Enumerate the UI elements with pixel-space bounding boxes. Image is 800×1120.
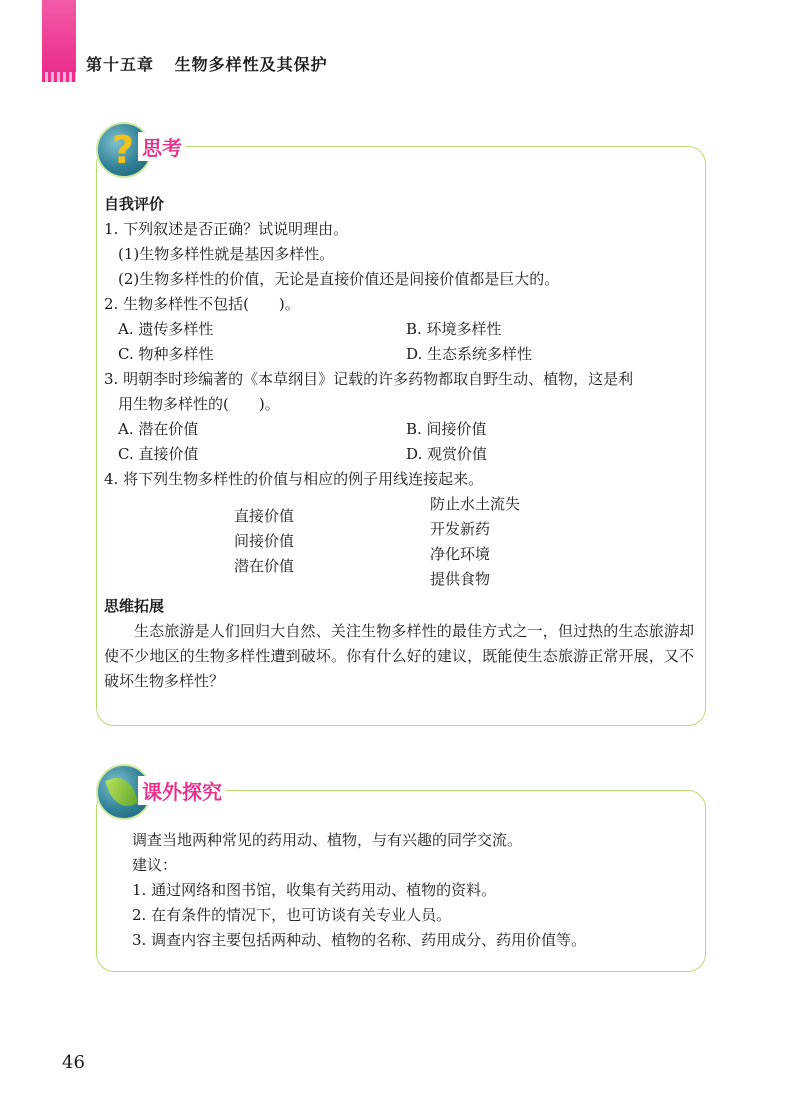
q3-option-b: B. 间接价值	[406, 420, 487, 438]
chapter-tab-decoration	[42, 0, 76, 72]
q2-option-c: C. 物种多样性	[118, 345, 214, 363]
self-eval-heading: 自我评价	[104, 195, 165, 213]
explore-title: 课外探究	[138, 776, 226, 805]
page-header	[86, 52, 342, 75]
q3-stem-line1: 3. 明朝李时珍编著的《本草纲目》记载的许多药物都取自野生动、植物，这是利	[104, 370, 634, 388]
q3-options-row1	[104, 417, 694, 442]
q4-stem: 4. 将下列生物多样性的价值与相应的例子用线连接起来。	[104, 470, 484, 488]
explore-intro: 调查当地两种常见的药用动、植物，与有兴趣的同学交流。	[132, 831, 523, 849]
explore-item: 1. 通过网络和图书馆，收集有关药用动、植物的资料。	[132, 881, 497, 899]
explore-suggest: 建议：	[132, 856, 178, 874]
page-number: 46	[62, 1052, 85, 1073]
q4-left-item: 直接价值	[234, 507, 295, 525]
q4-right-item: 净化环境	[430, 545, 491, 563]
q4-left-item: 间接价值	[234, 532, 295, 550]
extend-heading: 思维拓展	[104, 597, 165, 615]
q4-matching	[104, 492, 694, 592]
q3-option-c: C. 直接价值	[118, 445, 199, 463]
q2-option-b: B. 环境多样性	[406, 320, 502, 338]
q4-right-item: 开发新药	[430, 520, 491, 538]
q4-right-item: 防止水土流失	[430, 495, 521, 513]
explore-item: 2. 在有条件的情况下，也可访谈有关专业人员。	[132, 906, 452, 924]
q2-option-a: A. 遗传多样性	[118, 320, 214, 338]
explore-item: 3. 调查内容主要包括两种动、植物的名称、药用成分、药用价值等。	[132, 931, 587, 949]
q2-options-row2	[104, 342, 694, 367]
explore-content	[118, 828, 688, 953]
q3-option-a: A. 潜在价值	[118, 420, 199, 438]
q4-right-item: 提供食物	[430, 570, 491, 588]
q1-a: (1)生物多样性就是基因多样性。	[118, 245, 335, 263]
q2-options-row1	[104, 317, 694, 342]
extend-text: 生态旅游是人们回归大自然、关注生物多样性的最佳方式之一，但过热的生态旅游却使不少地区的生物多样性遭到破坏。你有什么好的建议，既能使生态旅游正常开展，又不破坏生物多样性？	[104, 622, 694, 690]
think-title: 思考	[138, 132, 186, 161]
q4-left-column	[234, 492, 430, 592]
q2-option-d: D. 生态系统多样性	[406, 345, 533, 363]
chapter-number: 第十五章	[86, 55, 155, 74]
q1-stem: 1. 下列叙述是否正确？试说明理由。	[104, 220, 349, 238]
chapter-title: 生物多样性及其保护	[174, 55, 328, 74]
question-mark-icon: ?	[96, 122, 152, 178]
q4-left-item: 潜在价值	[234, 557, 295, 575]
q2-stem: 2. 生物多样性不包括( )。	[104, 295, 300, 313]
q3-option-d: D. 观赏价值	[406, 445, 488, 463]
think-content	[104, 192, 694, 694]
q3-stem-line2: 用生物多样性的( )。	[118, 395, 280, 413]
q3-options-row2	[104, 442, 694, 467]
q1-b: (2)生物多样性的价值，无论是直接价值还是间接价值都是巨大的。	[118, 270, 560, 288]
q4-right-column	[430, 492, 520, 592]
